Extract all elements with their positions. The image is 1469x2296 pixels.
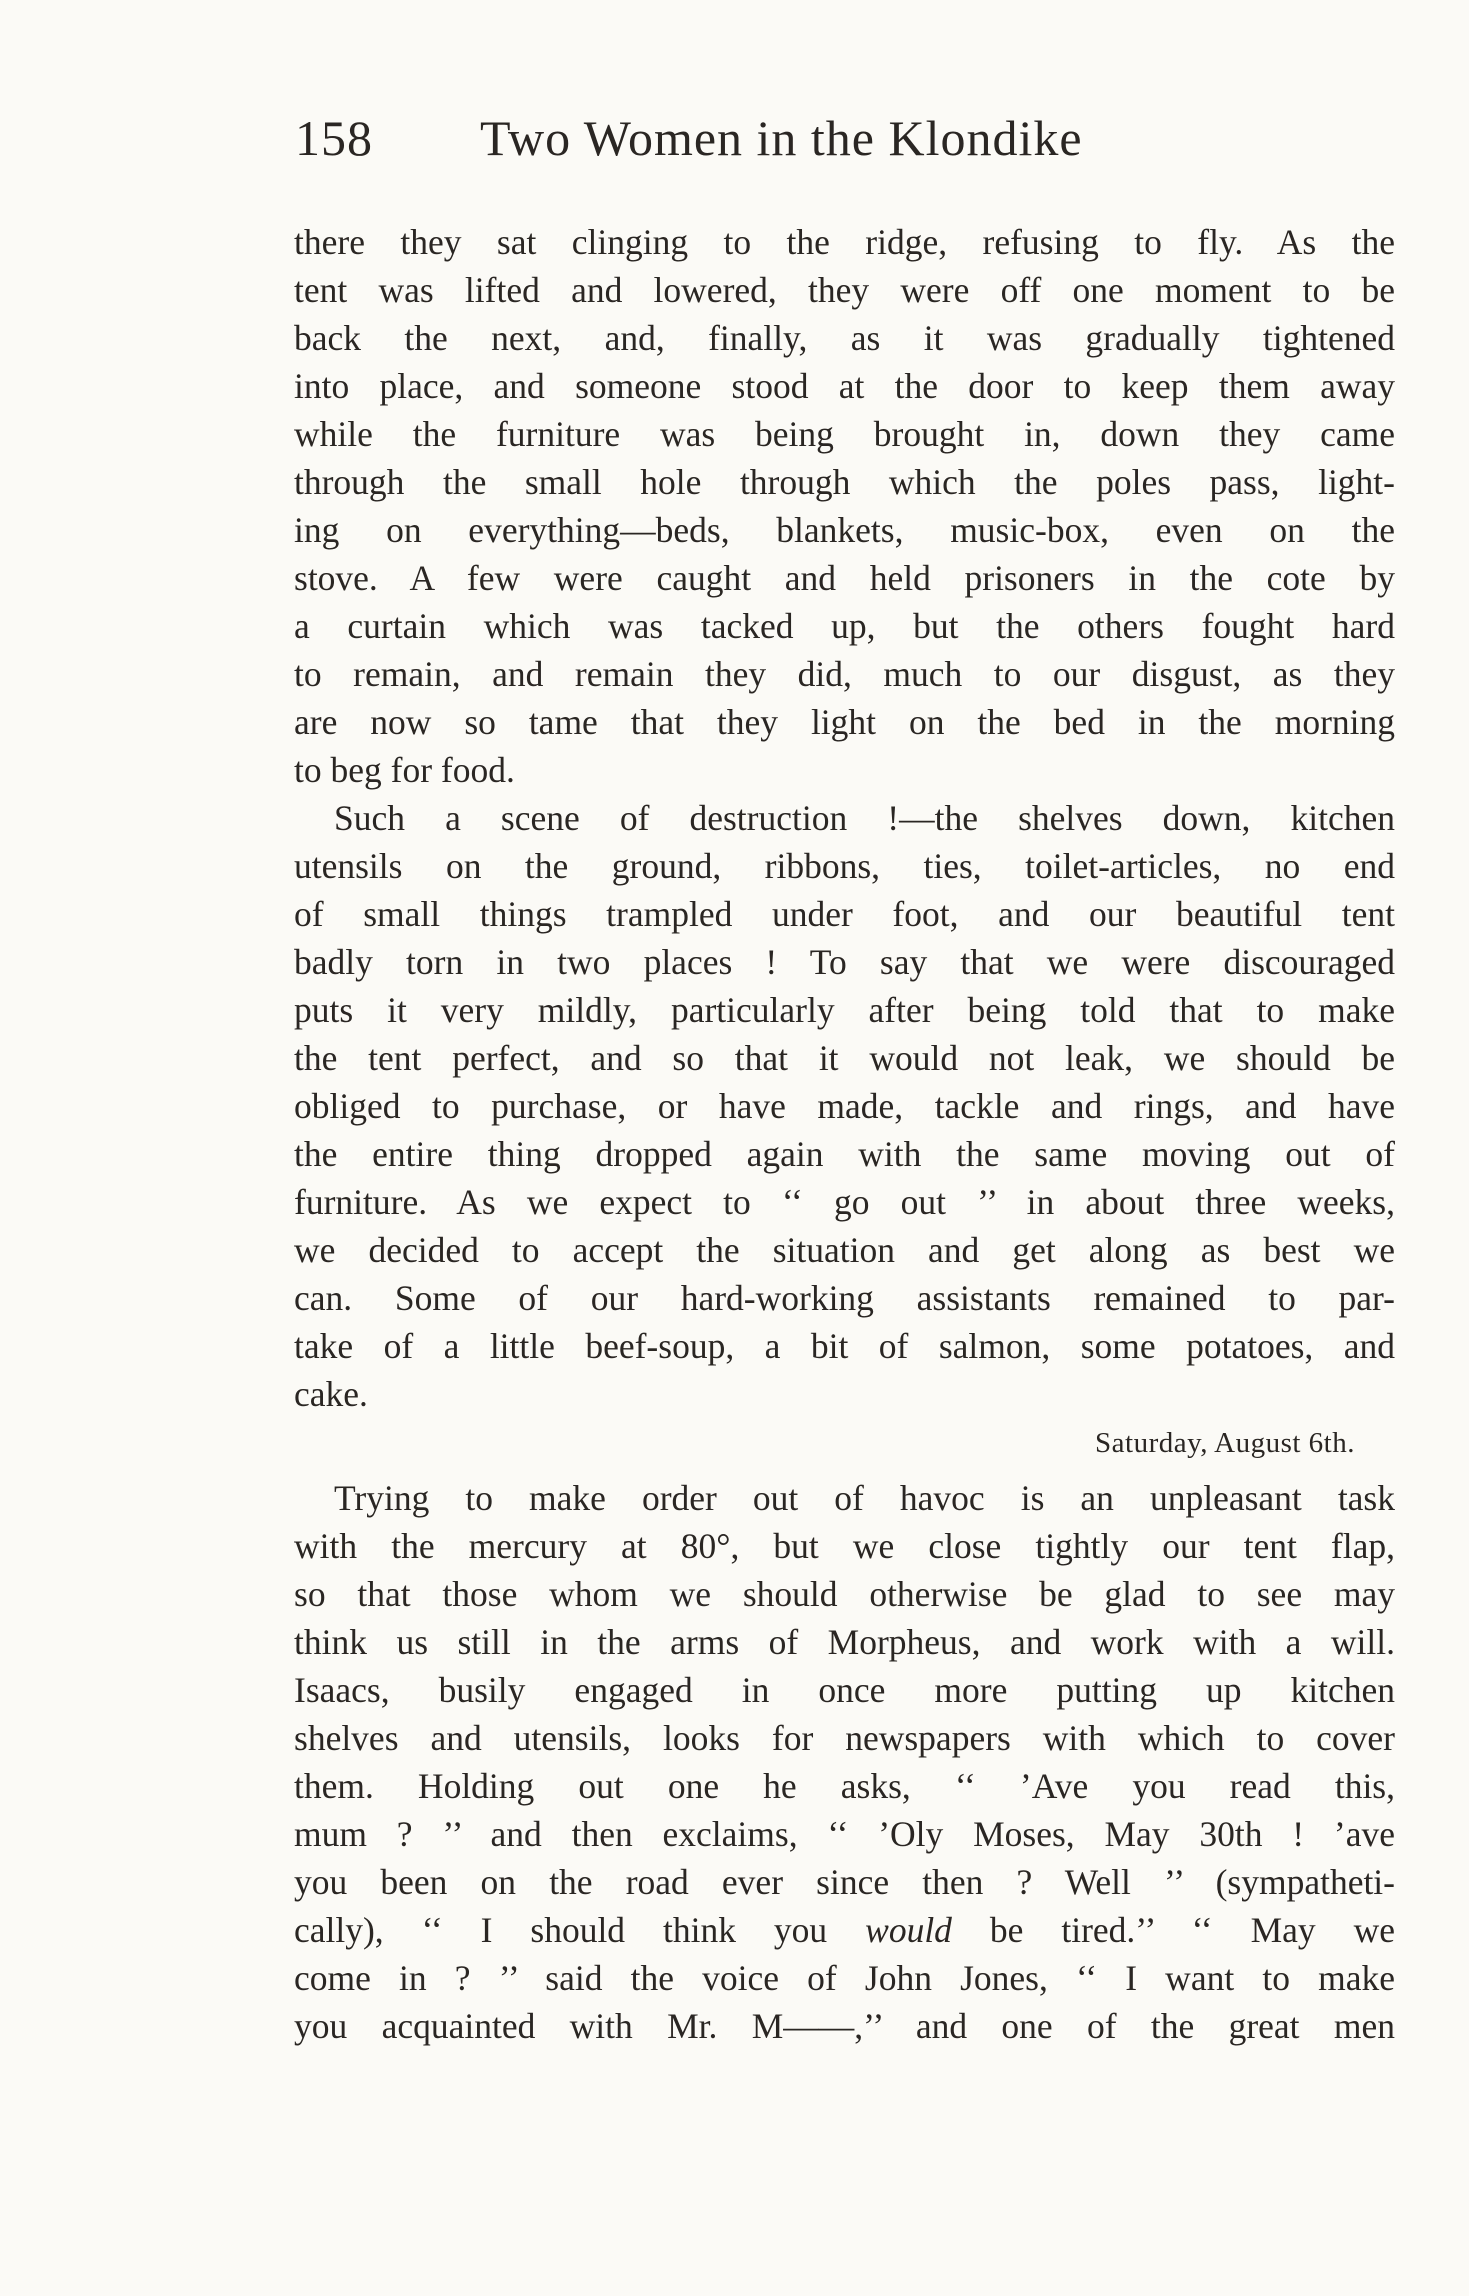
- text-line: there they sat clinging to the ridge, refusing to fly. As the: [294, 222, 1395, 262]
- text-line: [294, 1906, 1395, 1954]
- text-line: utensils on the ground, ribbons, ties, toilet-articles, no end: [294, 846, 1395, 886]
- text-line: to remain, and remain they did, much to our disgust, as they: [294, 654, 1395, 694]
- text-line: obliged to purchase, or have made, tackle and rings, and have: [294, 1086, 1395, 1126]
- text-line: take of a little beef-soup, a bit of salmon, some potatoes, and: [294, 1326, 1395, 1366]
- text-line: back the next, and, finally, as it was gradually tightened: [294, 318, 1395, 358]
- text-line: the entire thing dropped again with the same moving out of: [294, 1134, 1395, 1174]
- text-line: you been on the road ever since then ? Well ’’ (sympatheti-: [294, 1862, 1395, 1902]
- text-line: stove. A few were caught and held prisoners in the cote by: [294, 558, 1395, 598]
- text-line: Isaacs, busily engaged in once more putting up kitchen: [294, 1670, 1395, 1710]
- body-text: [294, 218, 1395, 2050]
- text-line: furniture. As we expect to ‘‘ go out ’’ in about three weeks,: [294, 1182, 1395, 1222]
- book-title: Two Women in the Klondike: [480, 110, 1083, 166]
- italic-word: would: [865, 1910, 952, 1950]
- text-line: cake.: [294, 1374, 368, 1414]
- text-line: think us still in the arms of Morpheus, and work with a will.: [294, 1622, 1395, 1662]
- paragraph-1: [294, 218, 1395, 794]
- text-line: shelves and utensils, looks for newspapers with which to cover: [294, 1718, 1395, 1758]
- text-line: into place, and someone stood at the door to keep them away: [294, 366, 1395, 406]
- paragraph-3: [294, 1474, 1395, 2050]
- text-line: while the furniture was being brought in, down they came: [294, 414, 1395, 454]
- text-line: we decided to accept the situation and get along as best we: [294, 1230, 1395, 1270]
- text-line: the tent perfect, and so that it would not leak, we should be: [294, 1038, 1395, 1078]
- text-line: so that those whom we should otherwise be glad to see may: [294, 1574, 1395, 1614]
- text-line: a curtain which was tacked up, but the others fought hard: [294, 606, 1395, 646]
- text-line: ing on everything—beds, blankets, music-box, even on the: [294, 510, 1395, 550]
- text-line: are now so tame that they light on the bed in the morning: [294, 702, 1395, 742]
- text-line: puts it very mildly, particularly after being told that to make: [294, 990, 1395, 1030]
- text-segment: cally), ‘‘ I should think you: [294, 1910, 866, 1950]
- text-line: Trying to make order out of havoc is an unpleasant task: [334, 1478, 1395, 1518]
- text-line: can. Some of our hard-working assistants remained to par-: [294, 1278, 1395, 1318]
- text-line: tent was lifted and lowered, they were off one moment to be: [294, 270, 1395, 310]
- page-number: 158: [295, 110, 373, 166]
- text-line: you acquainted with Mr. M——,’’ and one of the great men: [294, 2006, 1395, 2046]
- text-line: of small things trampled under foot, and our beautiful tent: [294, 894, 1395, 934]
- text-line: mum ? ’’ and then exclaims, ‘‘ ’Oly Moses, May 30th ! ’ave: [294, 1814, 1395, 1854]
- paragraph-2: [294, 794, 1395, 1418]
- text-line: to beg for food.: [294, 750, 515, 790]
- text-line: Such a scene of destruction !—the shelves down, kitchen: [334, 798, 1395, 838]
- text-line: through the small hole through which the poles pass, light-: [294, 462, 1395, 502]
- text-line: come in ? ’’ said the voice of John Jones, ‘‘ I want to make: [294, 1958, 1395, 1998]
- text-line: with the mercury at 80°, but we close tightly our tent flap,: [294, 1526, 1395, 1566]
- text-line: badly torn in two places ! To say that we were discouraged: [294, 942, 1395, 982]
- text-segment: be tired.’’ ‘‘ May we: [951, 1910, 1395, 1950]
- running-head: [295, 108, 1225, 168]
- text-line: them. Holding out one he asks, ‘‘ ’Ave you read this,: [294, 1766, 1395, 1806]
- dateline: Saturday, August 6th.: [1095, 1427, 1355, 1459]
